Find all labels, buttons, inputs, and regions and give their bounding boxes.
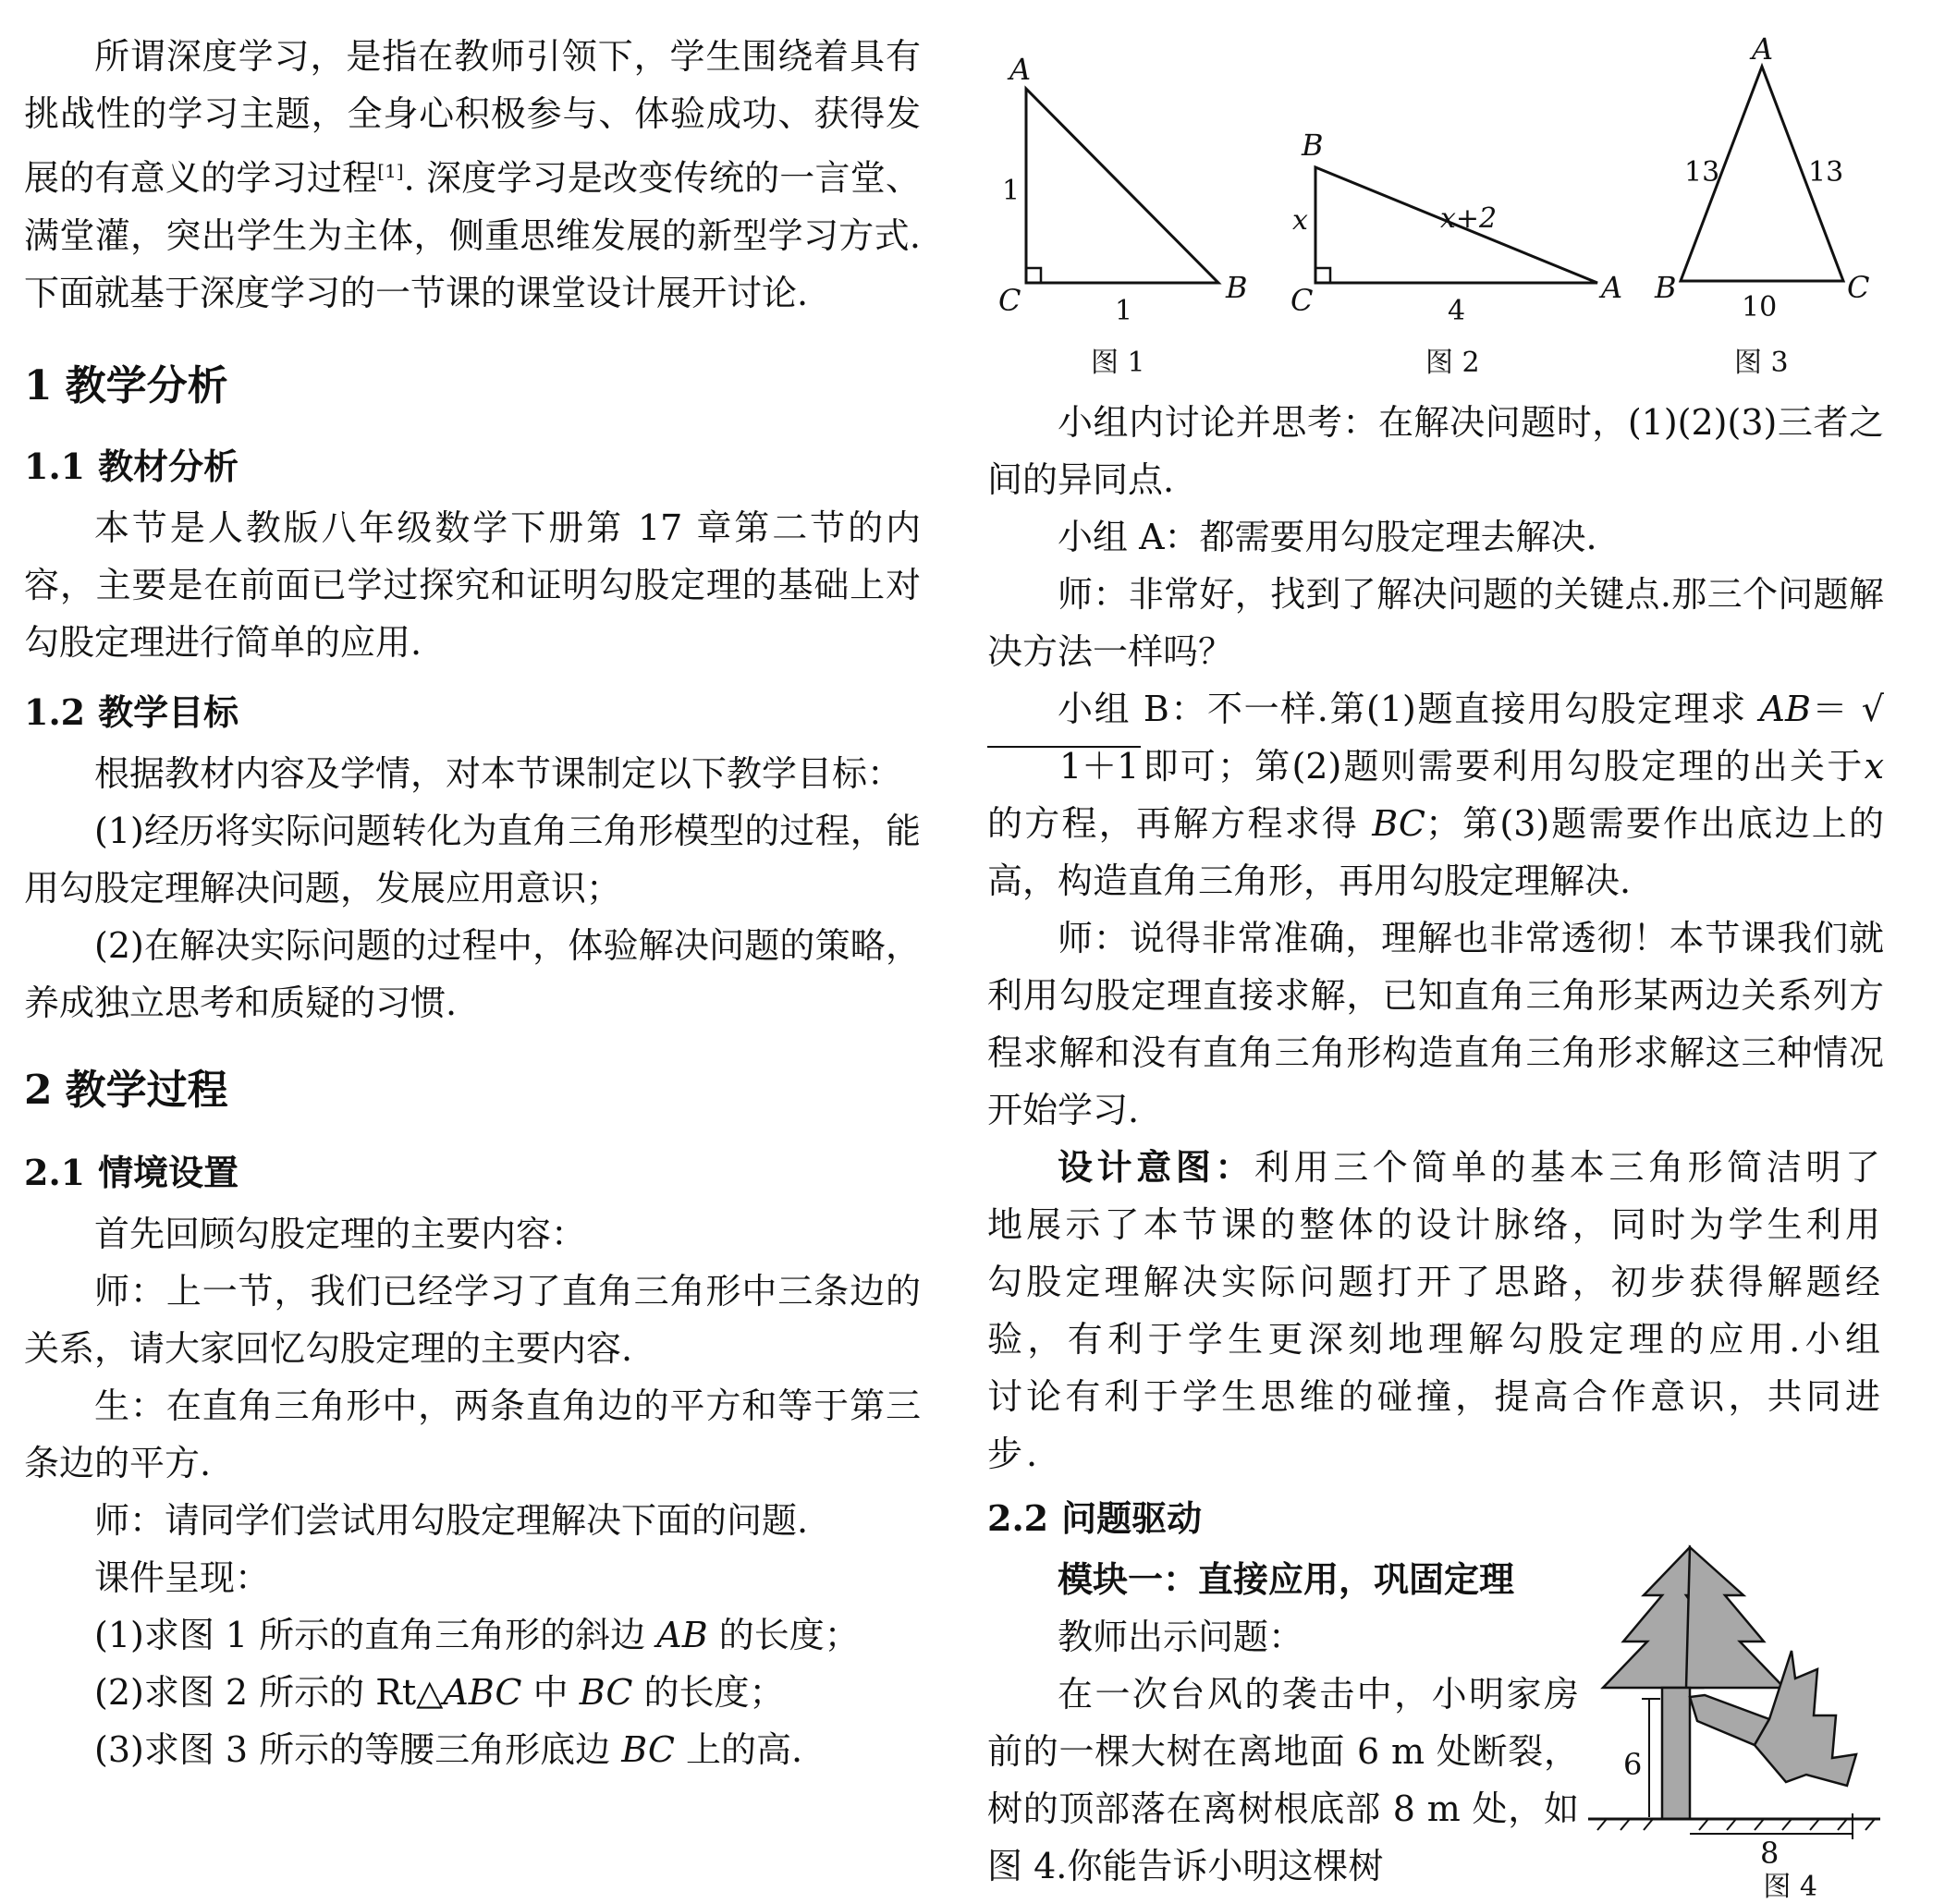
fig3-base: 10 (1742, 291, 1778, 323)
problem-text: 在一次台风的袭击中，小明家房前的一棵大树在离地面 6 m 处断裂，树的顶部落在离树根底部 8 m 处，如图 4.你能告诉小明这棵树 (987, 1674, 1579, 1886)
question-item: (2)求图 2 所示的 Rt△ABC 中 BC 的长度； (94, 1671, 785, 1713)
paragraph: 小组 B：不一样.第(1)题直接用勾股定理求 AB＝ √1＋1即可；第(2)题则需要利用勾股定理的出关于x 的方程，再解方程求得 BC；第(3)题需要作出底边上的高，构造直角三角形，再用勾股定理解决. (987, 689, 1884, 901)
fig3-side-right: 13 (1808, 156, 1844, 189)
section-heading: 2 教学过程 (24, 1066, 228, 1114)
fig2-label-b: B (1302, 128, 1324, 163)
paragraph: 小组内讨论并思考：在解决问题时，(1)(2)(3)三者之间的异同点. (987, 402, 1884, 500)
fig1-side-bottom: 1 (1115, 295, 1133, 327)
paragraph: 本节是人教版八年级数学下册第 17 章第二节的内容，主要是在前面已学过探究和证明勾股定理的基础上对勾股定理进行简单的应用. (24, 507, 921, 663)
citation-ref: [1] (377, 160, 404, 182)
figure-1 (1026, 89, 1218, 283)
paragraph: 生：在直角三角形中，两条直角边的平方和等于第三条边的平方. (24, 1385, 921, 1483)
fig3-caption: 图 3 (1734, 347, 1789, 379)
fig4-distance-label: 8 (1760, 1836, 1780, 1871)
subsection-heading: 1.2 教学目标 (24, 690, 239, 733)
fig3-side-left: 13 (1684, 156, 1720, 189)
paragraph: 师：非常好，找到了解决问题的关键点.那三个问题解决方法一样吗？ (987, 574, 1884, 672)
fig2-side-left: x (1292, 204, 1308, 237)
sqrt-expression: 1＋1 (987, 746, 1141, 785)
fig2-caption: 图 2 (1425, 347, 1480, 379)
section-heading: 1 教学分析 (24, 361, 228, 409)
fig2-hypotenuse: x+2 (1440, 202, 1498, 235)
fig1-caption: 图 1 (1091, 347, 1145, 379)
paragraph: 小组 A：都需要用勾股定理去解决. (1058, 517, 1597, 557)
fig1-label-b: B (1226, 270, 1248, 305)
fig1-side-left: 1 (1002, 175, 1021, 207)
fig3-label-c: C (1847, 270, 1870, 305)
subsection-heading: 1.1 教材分析 (24, 445, 239, 487)
goal-item: (1)经历将实际问题转化为直角三角形模型的过程，能用勾股定理解决问题，发展应用意识； (24, 810, 921, 909)
fig3-label-b: B (1655, 270, 1677, 305)
intro-paragraph: 所谓深度学习，是指在教师引领下，学生围绕着具有挑战性的学习主题，全身心积极参与、体验成功、获得发展的有意义的学习过程[1]. 深度学习是改变传统的一言堂、满堂灌，突出学生为主体，侧重思维发展的新型学习方式.下面就基于深度学习的一节课的课堂设计展开讨论. (24, 36, 921, 313)
design-intent-label: 设计意图： (1058, 1147, 1254, 1188)
fig2-label-a: A (1601, 270, 1623, 305)
subsection-heading: 2.2 问题驱动 (987, 1497, 1203, 1539)
paragraph: 课件呈现： (94, 1556, 271, 1598)
paragraph: 师：请同学们尝试用勾股定理解决下面的问题. (94, 1499, 809, 1541)
paragraph: 首先回顾勾股定理的主要内容： (94, 1213, 587, 1254)
module-title: 模块一：直接应用，巩固定理 (1058, 1559, 1515, 1600)
design-intent: 设计意图：利用三个简单的基本三角形简洁明了地展示了本节课的整体的设计脉络，同时为学生利用勾股定理解决实际问题打开了思路，初步获得解题经验，有利于学生更深刻地理解勾股定理的应用.小组讨论有利于学生思维的碰撞，提高合作意识，共同进步. (987, 1147, 1884, 1474)
fig4-height-label: 6 (1623, 1747, 1643, 1782)
triangle-figures (987, 33, 1884, 394)
subsection-heading: 2.1 情境设置 (24, 1151, 239, 1193)
left-column (24, 28, 921, 1778)
fig4-caption: 图 4 (1763, 1871, 1817, 1903)
paragraph: 根据教材内容及学情，对本节课制定以下教学目标： (94, 752, 903, 794)
ground-hatching (1597, 1819, 1875, 1830)
figures-row (987, 33, 1884, 394)
figure-4-tree (1588, 1540, 1884, 1873)
module-block (987, 1551, 1884, 1903)
paragraph: 师：说得非常准确，理解也非常透彻！本节课我们就利用勾股定理直接求解，已知直角三角形某两边关系列方程求解和没有直角三角形构造直角三角形求解这三种情况开始学习. (987, 918, 1884, 1130)
fig1-label-c: C (998, 283, 1021, 318)
question-item: (3)求图 3 所示的等腰三角形底边 BC 上的高. (94, 1728, 803, 1770)
fig2-label-c: C (1290, 283, 1314, 318)
fig3-label-a: A (1752, 33, 1774, 67)
paragraph: 教师出示问题： (1058, 1617, 1304, 1657)
goal-item: (2)在解决实际问题的过程中，体验解决问题的策略，养成独立思考和质疑的习惯. (24, 924, 921, 1023)
right-column (987, 33, 1884, 1903)
fig1-label-a: A (1009, 52, 1032, 87)
question-item: (1)求图 1 所示的直角三角形的斜边 AB 的长度； (94, 1614, 860, 1655)
paragraph: 师：上一节，我们已经学习了直角三角形中三条边的关系，请大家回忆勾股定理的主要内容. (24, 1270, 921, 1369)
fig2-side-bottom: 4 (1448, 295, 1466, 327)
